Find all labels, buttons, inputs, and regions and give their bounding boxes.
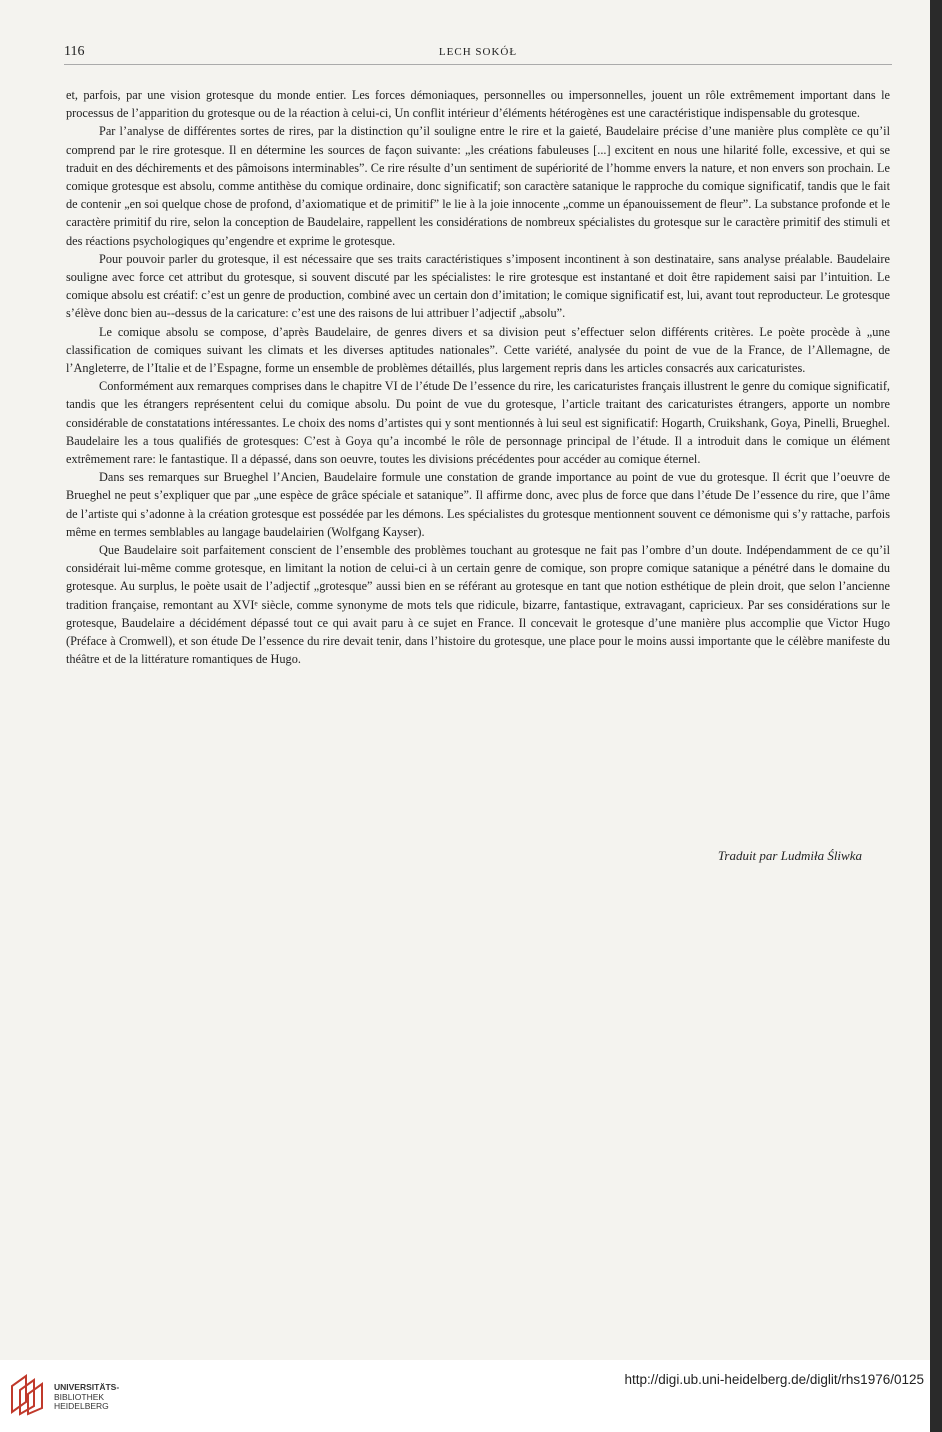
library-logo-icon <box>8 1372 50 1416</box>
paragraph: Dans ses remarques sur Brueghel l’Ancien, Baudelaire formule une constation de grande importance au point de vue du grotesque. Il écrit que l’oeuvre de Brueghel ne peut s’expliquer que par „une espèce de grâce spéciale et satanique”. Il affirme donc, avec plus de force que dans l’étude De l’essence du rire, que l’âme de l’artiste qui s’adonne à la création grotesque est possédée par les démons. Les spécialistes du grotesque mentionnent souvent ce démonisme qui s’y rattache, parfois même en termes semblables au langage baudelairien (Wolfgang Kayser). <box>66 470 890 539</box>
paragraph: Par l’analyse de différentes sortes de rires, par la distinction qu’il souligne entre le rire et la gaieté, Baudelaire précise d’une manière plus complète ce qu’il comprend par le rire grotesque. Il en détermine les sources de façon suivante: „les créations fabuleuses [...] excitent en nous une hilarité folle, excessive, et qui se traduit en des déchirements et des pâmoisons interminables”. Ce rire résulte d’un sentiment de supériorité de l’homme envers la nature, et non envers son prochain. Le comique grotesque est absolu, comme antithèse du comique ordinaire, donc significatif; son caractère satanique le rapproche du comique significatif, tandis que le fait de contenir „en soi quelque chose de profond, d’axiomatique et de primitif” le lie à la joie innocente „comme un épanouissement de fleur”. La substance profonde et le caractère primitif du rire, selon la conception de Baudelaire, rappellent les considérations de nombreux spécialistes du grotesque sur le caractère primitif des stimuli et des réactions psychologiques qu’engendre et exprime le grotesque. <box>66 124 890 248</box>
page-number: 116 <box>64 44 85 59</box>
paragraph: Pour pouvoir parler du grotesque, il est nécessaire que ses traits caractéristiques s’imposent incontinent à son destinataire, sans analyse préalable. Baudelaire souligne avec force cet attribut du grotesque, si souvent discuté par les spécialistes: le rire grotesque est instantané et doit être rapidement saisi par l’intuition. Le comique absolu est créatif: c’est un genre de production, combiné avec un certain don d’imitation; le comique significatif est, lui, avant tout reproducteur. Le grotesque s’élève donc bien au--dessus de la caricature: c’est une des raisons de lui attribuer l’adjectif „absolu”. <box>66 251 890 321</box>
paragraph: Que Baudelaire soit parfaitement conscient de l’ensemble des problèmes touchant au grotesque ne fait pas l’ombre d’un doute. Indépendamment de ce qu’il considérait lui-même comme grotesque, en limitant la notion de celui-ci à un certain genre de comique, son propre comique satanique a pénétré dans le domaine du grotesque. Au surplus, le poète usait de l’adjectif „grotesque” aussi bien en se référant au grotesque en tant que notion esthétique de plein droit, que selon l’ancienne tradition française, remontant au XVIᵉ siècle, comme synonyme de mots tels que ridicule, bizarre, fantastique, extravagant, capricieux. Par ses considérations sur le grotesque, Baudelaire a décidément dépassé tout ce qui avait paru à ce sujet en France. Il concevait le grotesque d’une manière plus accomplie que Victor Hugo (Préface à Cromwell), et son étude De l’essence du rire devait tenir, dans l’histoire du grotesque, une place pour le moins aussi importante que le célèbre manifeste du théâtre et de la littérature romantiques de Hugo. <box>66 543 890 667</box>
article-body <box>66 86 890 669</box>
page-header <box>64 44 892 65</box>
scan-edge <box>930 0 942 1432</box>
running-head: LECH SOKÓŁ <box>438 46 518 58</box>
footer-bar <box>0 1360 930 1432</box>
translator-credit: Traduit par Ludmiła Śliwka <box>717 848 862 863</box>
source-url[interactable]: http://digi.ub.uni-heidelberg.de/diglit/rhs1976/0125 <box>624 1372 924 1387</box>
paragraph: Conformément aux remarques comprises dans le chapitre VI de l’étude De l’essence du rire, les caricaturistes français illustrent le genre du comique significatif, tandis que les étrangers représentent celui du comique absolu. Du point de vue du grotesque, l’article traitant des caricaturistes étrangers, apporte un nombre considérable de constatations intéressantes. Le choix des noms d’artistes qui y sont mentionnés à lui seul est significatif: Hogarth, Cruikshank, Goya, Pinelli, Brueghel. Baudelaire les a tous qualifiés de grotesques: C’est à Goya qu’a incombé le rôle de personnage principal de l’étude. Il a introduit dans le comique un élément extrêmement rare: le fantastique. Il a dépassé, dans son oeuvre, toutes les divisions précédentes pour accéder au comique éternel. <box>66 379 890 467</box>
library-name: UNIVERSITÄTS- BIBLIOTHEK HEIDELBERG <box>54 1382 120 1411</box>
paragraph: Le comique absolu se compose, d’après Baudelaire, de genres divers et sa division peut s’effectuer selon différents critères. Le poète procède à „une classification de comiques suivant les climats et les diverses aptitudes nationales”. Cette variété, analysée du point de vue de la France, de l’Allemagne, de l’Angleterre, de l’Italie et de l’Espagne, forme un ensemble de problèmes détaillés, plus largement repris dans les articles consacrés aux caricaturistes. <box>66 324 890 376</box>
paragraph: et, parfois, par une vision grotesque du monde entier. Les forces démoniaques, personnelles ou impersonnelles, jouent un rôle extrêmement important dans le processus de l’apparition du grotesque ou de la réaction à celui-ci, Un conflit intérieur d’éléments hétérogènes est une caractéristique indispensable du grotesque. <box>66 88 890 121</box>
